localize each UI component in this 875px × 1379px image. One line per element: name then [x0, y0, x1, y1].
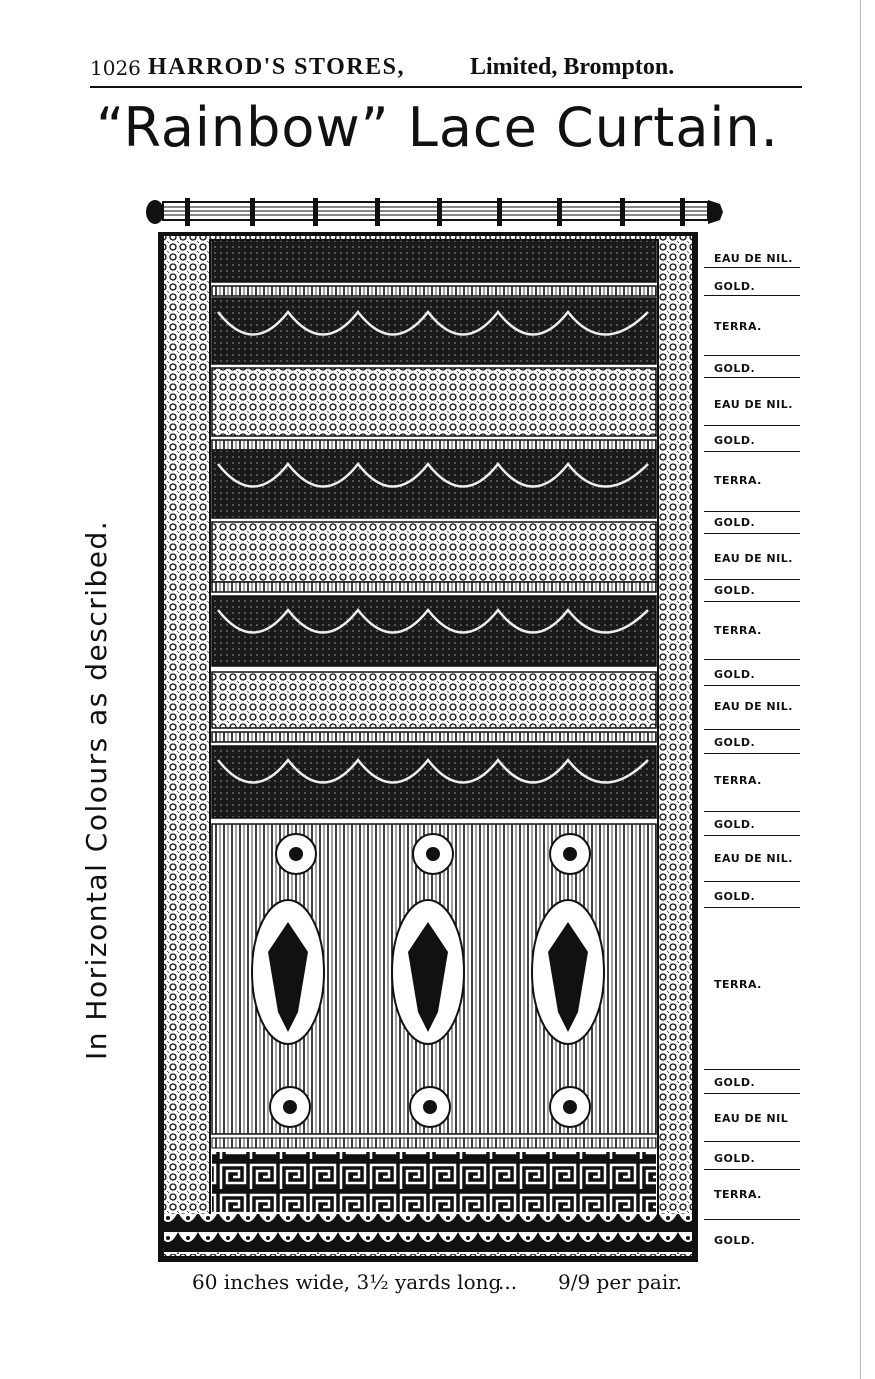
- colour-label: TERRA.: [704, 316, 800, 356]
- side-caption: In Horizontal Colours as described.: [80, 519, 113, 1060]
- colour-label: GOLD.: [704, 732, 800, 754]
- colour-label: GOLD.: [704, 276, 800, 296]
- colour-label: TERRA.: [704, 624, 800, 660]
- colour-label: GOLD.: [704, 814, 800, 836]
- page-number: 1026: [90, 56, 141, 80]
- colour-label: TERRA.: [704, 1186, 800, 1220]
- colour-label: GOLD.: [704, 358, 800, 378]
- price-caption: [0, 1268, 875, 1308]
- curtain-dimensions: 60 inches wide, 3½ yards long: [192, 1270, 502, 1294]
- colour-label: GOLD.: [704, 664, 800, 686]
- curtain-price: 9/9 per pair.: [558, 1270, 682, 1294]
- colour-label: EAU DE NIL: [704, 1110, 800, 1142]
- curtain-rod-illustration: [145, 196, 725, 228]
- colour-label: EAU DE NIL.: [704, 246, 800, 268]
- leader-dots: ...: [498, 1270, 518, 1294]
- colour-label: GOLD.: [714, 1234, 756, 1247]
- page-edge: [860, 0, 861, 1379]
- colour-label: GOLD.: [704, 580, 800, 602]
- lace-curtain-illustration: [158, 232, 698, 1262]
- colour-label: GOLD.: [704, 512, 800, 534]
- colour-label: GOLD.: [704, 1148, 800, 1170]
- colour-label: GOLD.: [704, 430, 800, 452]
- colour-label: TERRA.: [704, 978, 800, 1070]
- colour-label: EAU DE NIL.: [704, 698, 800, 730]
- colour-label: EAU DE NIL.: [704, 394, 800, 426]
- colour-label: EAU DE NIL.: [704, 850, 800, 882]
- colour-label: GOLD.: [704, 1072, 800, 1094]
- colour-label: TERRA.: [704, 774, 800, 812]
- colour-label: EAU DE NIL.: [704, 548, 800, 580]
- colour-label: GOLD.: [704, 886, 800, 908]
- store-name: HARROD'S STORES,: [148, 54, 405, 80]
- page-title: “Rainbow” Lace Curtain.: [96, 96, 779, 159]
- page-header: [90, 52, 800, 86]
- header-rule: [90, 86, 802, 88]
- colour-label: TERRA.: [704, 472, 800, 512]
- store-location: Limited, Brompton.: [470, 54, 675, 80]
